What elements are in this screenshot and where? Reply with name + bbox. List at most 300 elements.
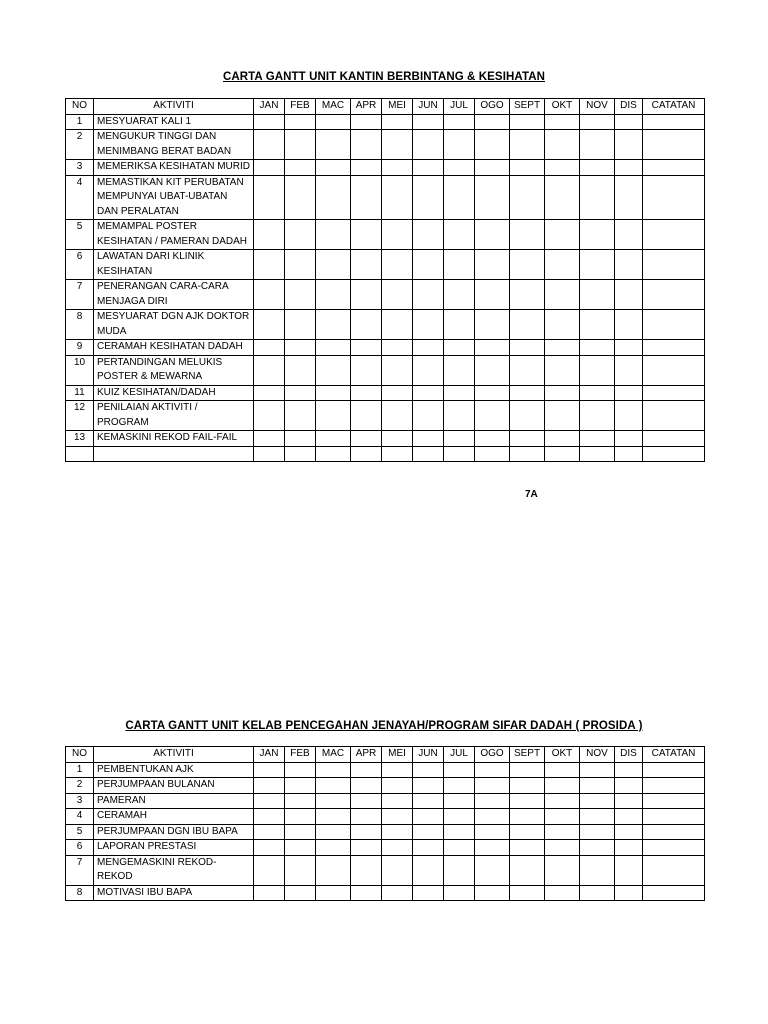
activity-cell: PENERANGAN CARA-CARA MENJAGA DIRI <box>94 280 254 310</box>
schedule-cell <box>510 220 545 250</box>
schedule-cell <box>413 431 444 447</box>
schedule-cell <box>316 160 351 176</box>
schedule-cell <box>615 431 643 447</box>
schedule-cell <box>254 175 285 220</box>
schedule-cell <box>580 250 615 280</box>
schedule-cell <box>382 793 413 809</box>
row-number <box>66 446 94 461</box>
schedule-cell <box>444 885 475 901</box>
schedule-cell <box>510 340 545 356</box>
row-number: 3 <box>66 160 94 176</box>
schedule-cell <box>510 762 545 778</box>
schedule-cell <box>413 855 444 885</box>
schedule-cell <box>510 840 545 856</box>
column-header: OGO <box>475 747 510 763</box>
schedule-cell <box>351 114 382 130</box>
column-header: AKTIVITI <box>94 747 254 763</box>
activity-cell: LAWATAN DARI KLINIK KESIHATAN <box>94 250 254 280</box>
row-number: 13 <box>66 431 94 447</box>
schedule-cell <box>316 885 351 901</box>
schedule-cell <box>545 885 580 901</box>
schedule-cell <box>444 385 475 401</box>
schedule-cell <box>413 340 444 356</box>
table-row <box>66 809 705 825</box>
activity-cell: MEMERIKSA KESIHATAN MURID <box>94 160 254 176</box>
schedule-cell <box>545 778 580 794</box>
table-row <box>66 824 705 840</box>
schedule-cell <box>285 824 316 840</box>
schedule-cell <box>580 446 615 461</box>
schedule-cell <box>254 855 285 885</box>
schedule-cell <box>615 280 643 310</box>
schedule-cell <box>444 401 475 431</box>
schedule-cell <box>285 793 316 809</box>
schedule-cell <box>615 220 643 250</box>
schedule-cell <box>510 446 545 461</box>
schedule-cell <box>285 250 316 280</box>
schedule-cell <box>444 114 475 130</box>
schedule-cell <box>351 340 382 356</box>
schedule-cell <box>580 824 615 840</box>
schedule-cell <box>475 385 510 401</box>
column-header: JUN <box>413 99 444 115</box>
schedule-cell <box>351 840 382 856</box>
header-row <box>66 747 705 763</box>
schedule-cell <box>510 824 545 840</box>
schedule-cell <box>254 793 285 809</box>
schedule-cell <box>510 793 545 809</box>
schedule-cell <box>475 840 510 856</box>
schedule-cell <box>444 762 475 778</box>
schedule-cell <box>444 431 475 447</box>
schedule-cell <box>444 824 475 840</box>
schedule-cell <box>475 310 510 340</box>
schedule-cell <box>413 809 444 825</box>
schedule-cell <box>285 310 316 340</box>
schedule-cell <box>351 778 382 794</box>
schedule-cell <box>351 431 382 447</box>
schedule-cell <box>643 778 705 794</box>
schedule-cell <box>285 340 316 356</box>
column-header: CATATAN <box>643 99 705 115</box>
chart2-title: CARTA GANTT UNIT KELAB PENCEGAHAN JENAYAH/PROGRAM SIFAR DADAH ( PROSIDA ) <box>125 720 643 732</box>
activity-cell: MOTIVASI IBU BAPA <box>94 885 254 901</box>
schedule-cell <box>382 446 413 461</box>
schedule-cell <box>475 280 510 310</box>
schedule-cell <box>580 840 615 856</box>
schedule-cell <box>254 762 285 778</box>
table-row <box>66 355 705 385</box>
schedule-cell <box>316 114 351 130</box>
schedule-cell <box>316 280 351 310</box>
activity-cell: PENILAIAN AKTIVITI / PROGRAM <box>94 401 254 431</box>
schedule-cell <box>444 220 475 250</box>
schedule-cell <box>643 401 705 431</box>
schedule-cell <box>351 809 382 825</box>
table-row <box>66 114 705 130</box>
row-number: 5 <box>66 824 94 840</box>
schedule-cell <box>545 355 580 385</box>
schedule-cell <box>316 778 351 794</box>
schedule-cell <box>643 385 705 401</box>
row-number: 6 <box>66 250 94 280</box>
schedule-cell <box>285 355 316 385</box>
schedule-cell <box>475 130 510 160</box>
schedule-cell <box>615 446 643 461</box>
activity-cell: MESYUARAT KALI 1 <box>94 114 254 130</box>
schedule-cell <box>475 885 510 901</box>
schedule-cell <box>382 809 413 825</box>
schedule-cell <box>285 175 316 220</box>
schedule-cell <box>615 824 643 840</box>
schedule-cell <box>444 840 475 856</box>
table-row <box>66 401 705 431</box>
schedule-cell <box>615 809 643 825</box>
schedule-cell <box>382 431 413 447</box>
schedule-cell <box>316 401 351 431</box>
schedule-cell <box>316 175 351 220</box>
schedule-cell <box>444 446 475 461</box>
schedule-cell <box>382 855 413 885</box>
schedule-cell <box>254 114 285 130</box>
schedule-cell <box>615 855 643 885</box>
row-number: 7 <box>66 855 94 885</box>
schedule-cell <box>285 160 316 176</box>
table-row <box>66 310 705 340</box>
schedule-cell <box>444 340 475 356</box>
schedule-cell <box>545 793 580 809</box>
schedule-cell <box>510 114 545 130</box>
row-number: 1 <box>66 762 94 778</box>
schedule-cell <box>475 778 510 794</box>
schedule-cell <box>545 446 580 461</box>
column-header: NOV <box>580 747 615 763</box>
column-header: AKTIVITI <box>94 99 254 115</box>
schedule-cell <box>316 340 351 356</box>
row-number: 11 <box>66 385 94 401</box>
column-header: APR <box>351 99 382 115</box>
header-row <box>66 99 705 115</box>
schedule-cell <box>475 446 510 461</box>
schedule-cell <box>475 762 510 778</box>
schedule-cell <box>316 840 351 856</box>
schedule-cell <box>285 840 316 856</box>
schedule-cell <box>475 220 510 250</box>
table-row <box>66 130 705 160</box>
schedule-cell <box>382 762 413 778</box>
schedule-cell <box>351 401 382 431</box>
schedule-cell <box>545 401 580 431</box>
schedule-cell <box>643 250 705 280</box>
activity-cell: MENGEMASKINI REKOD-REKOD <box>94 855 254 885</box>
schedule-cell <box>285 855 316 885</box>
table-row <box>66 340 705 356</box>
table-row <box>66 250 705 280</box>
schedule-cell <box>444 809 475 825</box>
schedule-cell <box>615 762 643 778</box>
column-header: SEPT <box>510 747 545 763</box>
activity-cell: PEMBENTUKAN AJK <box>94 762 254 778</box>
schedule-cell <box>254 220 285 250</box>
schedule-cell <box>254 809 285 825</box>
schedule-cell <box>351 762 382 778</box>
activity-cell: PERJUMPAAN BULANAN <box>94 778 254 794</box>
row-number: 8 <box>66 310 94 340</box>
schedule-cell <box>615 250 643 280</box>
schedule-cell <box>444 355 475 385</box>
schedule-cell <box>413 840 444 856</box>
schedule-cell <box>413 385 444 401</box>
schedule-cell <box>510 855 545 885</box>
schedule-cell <box>254 401 285 431</box>
schedule-cell <box>510 778 545 794</box>
schedule-cell <box>382 114 413 130</box>
schedule-cell <box>382 885 413 901</box>
schedule-cell <box>643 762 705 778</box>
schedule-cell <box>510 175 545 220</box>
row-number: 8 <box>66 885 94 901</box>
column-header: OGO <box>475 99 510 115</box>
schedule-cell <box>643 824 705 840</box>
schedule-cell <box>351 824 382 840</box>
schedule-cell <box>545 310 580 340</box>
row-number: 2 <box>66 130 94 160</box>
schedule-cell <box>580 855 615 885</box>
activity-cell: PERJUMPAAN DGN IBU BAPA <box>94 824 254 840</box>
activity-cell <box>94 446 254 461</box>
schedule-cell <box>413 280 444 310</box>
schedule-cell <box>545 385 580 401</box>
column-header: MEI <box>382 99 413 115</box>
activity-cell: MEMASTIKAN KIT PERUBATAN MEMPUNYAI UBAT-UBATAN DAN PERALATAN <box>94 175 254 220</box>
activity-cell: CERAMAH <box>94 809 254 825</box>
column-header: JUN <box>413 747 444 763</box>
schedule-cell <box>254 824 285 840</box>
table-row <box>66 885 705 901</box>
schedule-cell <box>580 220 615 250</box>
schedule-cell <box>316 220 351 250</box>
activity-cell: KUIZ KESIHATAN/DADAH <box>94 385 254 401</box>
table-row <box>66 855 705 885</box>
schedule-cell <box>545 762 580 778</box>
schedule-cell <box>580 778 615 794</box>
table-row <box>66 840 705 856</box>
schedule-cell <box>444 855 475 885</box>
schedule-cell <box>382 840 413 856</box>
schedule-cell <box>580 114 615 130</box>
schedule-cell <box>510 809 545 825</box>
schedule-cell <box>285 762 316 778</box>
table-row <box>66 778 705 794</box>
activity-cell: LAPORAN PRESTASI <box>94 840 254 856</box>
schedule-cell <box>510 401 545 431</box>
schedule-cell <box>643 855 705 885</box>
schedule-cell <box>643 355 705 385</box>
schedule-cell <box>285 220 316 250</box>
schedule-cell <box>444 130 475 160</box>
schedule-cell <box>510 385 545 401</box>
schedule-cell <box>254 310 285 340</box>
schedule-cell <box>475 824 510 840</box>
schedule-cell <box>643 340 705 356</box>
schedule-cell <box>545 840 580 856</box>
schedule-cell <box>545 855 580 885</box>
row-number: 5 <box>66 220 94 250</box>
schedule-cell <box>254 385 285 401</box>
schedule-cell <box>580 310 615 340</box>
column-header: NOV <box>580 99 615 115</box>
schedule-cell <box>351 250 382 280</box>
schedule-cell <box>615 355 643 385</box>
gantt-table-prosida <box>65 746 705 901</box>
schedule-cell <box>316 762 351 778</box>
schedule-cell <box>510 355 545 385</box>
schedule-cell <box>316 809 351 825</box>
column-header: DIS <box>615 747 643 763</box>
schedule-cell <box>615 385 643 401</box>
row-number: 10 <box>66 355 94 385</box>
schedule-cell <box>285 114 316 130</box>
schedule-cell <box>254 130 285 160</box>
schedule-cell <box>475 114 510 130</box>
schedule-cell <box>510 885 545 901</box>
schedule-cell <box>316 793 351 809</box>
schedule-cell <box>580 793 615 809</box>
chart1-title: CARTA GANTT UNIT KANTIN BERBINTANG & KESIHATAN <box>222 71 546 83</box>
table-row <box>66 793 705 809</box>
schedule-cell <box>580 762 615 778</box>
schedule-cell <box>316 250 351 280</box>
table-row <box>66 160 705 176</box>
schedule-cell <box>254 250 285 280</box>
schedule-cell <box>382 824 413 840</box>
gantt-table-kantin <box>65 98 705 462</box>
schedule-cell <box>615 401 643 431</box>
table-row <box>66 280 705 310</box>
schedule-cell <box>413 175 444 220</box>
schedule-cell <box>444 175 475 220</box>
column-header: APR <box>351 747 382 763</box>
schedule-cell <box>413 778 444 794</box>
schedule-cell <box>510 280 545 310</box>
schedule-cell <box>382 310 413 340</box>
schedule-cell <box>615 885 643 901</box>
schedule-cell <box>580 355 615 385</box>
row-number: 12 <box>66 401 94 431</box>
schedule-cell <box>580 809 615 825</box>
schedule-cell <box>643 840 705 856</box>
schedule-cell <box>382 401 413 431</box>
schedule-cell <box>285 130 316 160</box>
schedule-cell <box>285 809 316 825</box>
activity-cell: PAMERAN <box>94 793 254 809</box>
page-number: 7A <box>525 489 538 500</box>
schedule-cell <box>580 130 615 160</box>
schedule-cell <box>285 401 316 431</box>
activity-cell: PERTANDINGAN MELUKIS POSTER & MEWARNA <box>94 355 254 385</box>
column-header: MAC <box>316 99 351 115</box>
schedule-cell <box>643 793 705 809</box>
schedule-cell <box>444 250 475 280</box>
schedule-cell <box>413 250 444 280</box>
activity-cell: CERAMAH KESIHATAN DADAH <box>94 340 254 356</box>
schedule-cell <box>545 114 580 130</box>
schedule-cell <box>475 855 510 885</box>
schedule-cell <box>413 160 444 176</box>
schedule-cell <box>510 160 545 176</box>
schedule-cell <box>413 793 444 809</box>
activity-cell: MESYUARAT DGN AJK DOKTOR MUDA <box>94 310 254 340</box>
schedule-cell <box>580 431 615 447</box>
schedule-cell <box>545 824 580 840</box>
schedule-cell <box>413 114 444 130</box>
schedule-cell <box>643 220 705 250</box>
schedule-cell <box>444 793 475 809</box>
activity-cell: MEMAMPAL POSTER KESIHATAN / PAMERAN DADAH <box>94 220 254 250</box>
schedule-cell <box>510 250 545 280</box>
schedule-cell <box>580 340 615 356</box>
schedule-cell <box>580 175 615 220</box>
schedule-cell <box>580 401 615 431</box>
schedule-cell <box>580 385 615 401</box>
schedule-cell <box>316 355 351 385</box>
schedule-cell <box>254 431 285 447</box>
schedule-cell <box>351 130 382 160</box>
table-row <box>66 762 705 778</box>
schedule-cell <box>475 401 510 431</box>
schedule-cell <box>254 355 285 385</box>
schedule-cell <box>643 114 705 130</box>
schedule-cell <box>316 824 351 840</box>
column-header: NO <box>66 99 94 115</box>
schedule-cell <box>580 160 615 176</box>
schedule-cell <box>254 446 285 461</box>
schedule-cell <box>285 778 316 794</box>
schedule-cell <box>351 885 382 901</box>
schedule-cell <box>254 885 285 901</box>
column-header: FEB <box>285 99 316 115</box>
column-header: OKT <box>545 747 580 763</box>
schedule-cell <box>615 793 643 809</box>
schedule-cell <box>382 130 413 160</box>
schedule-cell <box>382 220 413 250</box>
schedule-cell <box>444 160 475 176</box>
row-number: 4 <box>66 175 94 220</box>
schedule-cell <box>285 446 316 461</box>
schedule-cell <box>382 175 413 220</box>
schedule-cell <box>351 355 382 385</box>
schedule-cell <box>615 340 643 356</box>
schedule-cell <box>510 130 545 160</box>
schedule-cell <box>545 130 580 160</box>
schedule-cell <box>382 250 413 280</box>
schedule-cell <box>615 175 643 220</box>
schedule-cell <box>545 340 580 356</box>
schedule-cell <box>351 175 382 220</box>
schedule-cell <box>545 809 580 825</box>
schedule-cell <box>615 778 643 794</box>
row-number: 6 <box>66 840 94 856</box>
activity-cell: KEMASKINI REKOD FAIL-FAIL <box>94 431 254 447</box>
table-row <box>66 220 705 250</box>
schedule-cell <box>643 446 705 461</box>
schedule-cell <box>643 310 705 340</box>
schedule-cell <box>316 431 351 447</box>
row-number: 4 <box>66 809 94 825</box>
schedule-cell <box>545 250 580 280</box>
schedule-cell <box>510 431 545 447</box>
schedule-cell <box>382 280 413 310</box>
